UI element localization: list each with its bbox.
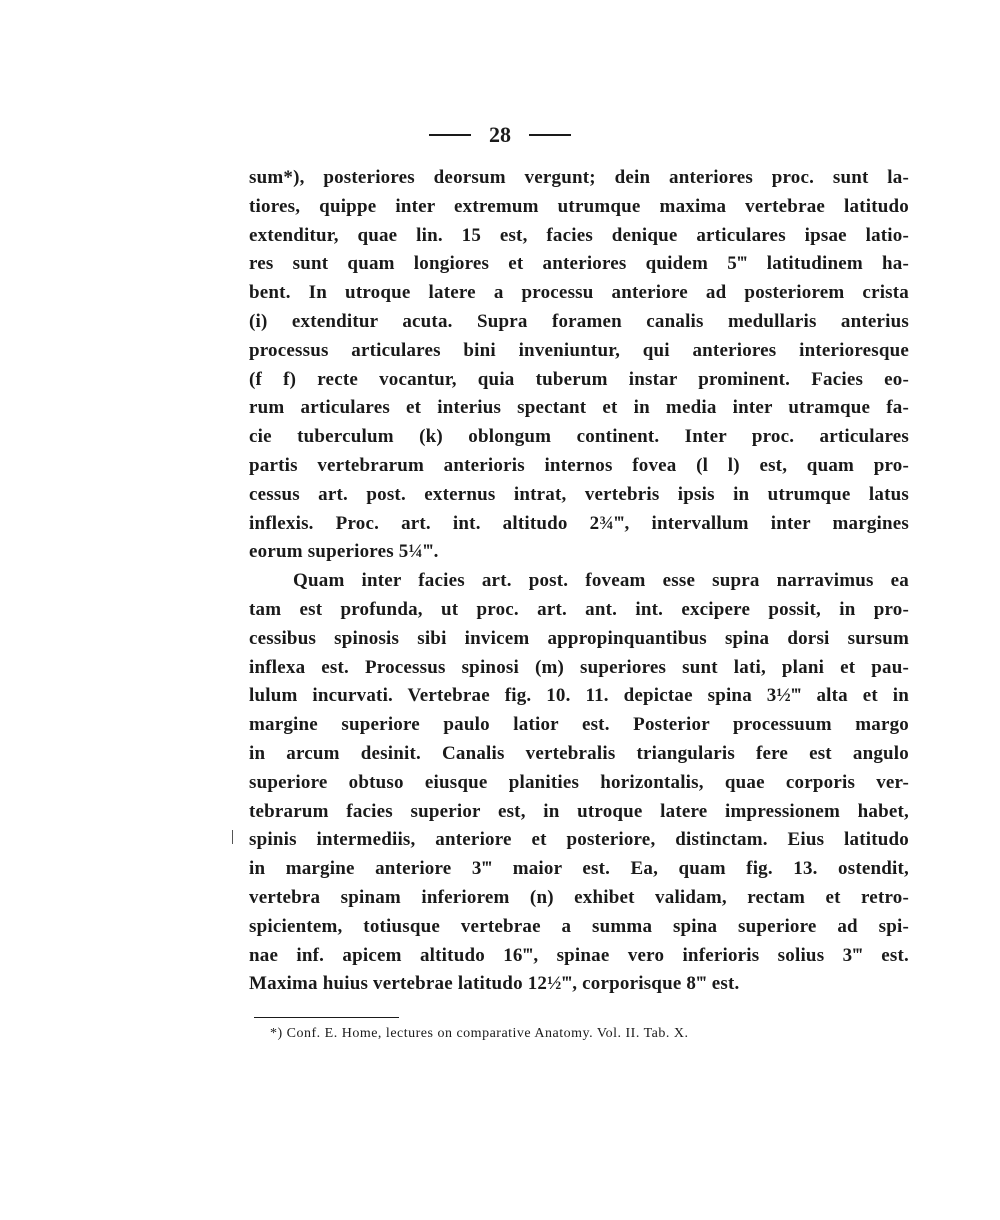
page-number: 28 xyxy=(489,122,511,147)
paragraph-2 xyxy=(249,567,909,999)
text-line: spinis intermediis, anteriore et posteriore, distinctam. Eius latitudo xyxy=(249,829,909,851)
text-line: spicientem, totiusque vertebrae a summa spina superiore ad spi- xyxy=(249,915,909,937)
text-line: Maxima huius vertebrae latitudo 12½‴, corporisque 8‴ est. xyxy=(249,973,740,995)
body-text xyxy=(249,164,909,999)
text-line: eorum superiores 5¼‴. xyxy=(249,541,439,563)
footnote-rule xyxy=(254,1017,399,1018)
text-line: rum articulares et interius spectant et in media inter utramque fa- xyxy=(249,397,909,419)
text-line: tam est profunda, ut proc. art. ant. int. excipere possit, in pro- xyxy=(249,598,909,620)
text-line: bent. In utroque latere a processu anteriore ad posteriorem crista xyxy=(249,282,909,304)
footnote: *) Conf. E. Home, lectures on comparative Anatomy. Vol. II. Tab. X. xyxy=(270,1026,689,1041)
text-line: cie tuberculum (k) oblongum continent. Inter proc. articulares xyxy=(249,426,909,448)
text-line: tebrarum facies superior est, in utroque latere impressionem habet, xyxy=(249,800,909,822)
text-line: cessibus spinosis sibi invicem appropinquantibus spina dorsi sursum xyxy=(249,627,909,649)
text-line: sum*), posteriores deorsum vergunt; dein anteriores proc. sunt la- xyxy=(249,167,909,188)
text-line: in margine anteriore 3‴ maior est. Ea, quam fig. 13. ostendit, xyxy=(249,858,909,880)
text-line: Quam inter facies art. post. foveam esse supra narravimus ea xyxy=(293,570,909,592)
paragraph-1 xyxy=(249,164,909,567)
text-line: res sunt quam longiores et anteriores quidem 5‴ latitudinem ha- xyxy=(249,253,909,275)
header-dash-right xyxy=(529,134,571,136)
header-dash-left xyxy=(429,134,471,136)
text-line: extenditur, quae lin. 15 est, facies denique articulares ipsae latio- xyxy=(249,224,909,246)
text-line: superiore obtuso eiusque planities horizontalis, quae corporis ver- xyxy=(249,771,909,793)
text-line: vertebra spinam inferiorem (n) exhibet validam, rectam et retro- xyxy=(249,886,909,908)
text-line: cessus art. post. externus intrat, vertebris ipsis in utrumque latus xyxy=(249,483,909,505)
text-line: lulum incurvati. Vertebrae fig. 10. 11. depictae spina 3½‴ alta et in xyxy=(249,685,909,707)
text-line: (f f) recte vocantur, quia tuberum instar prominent. Facies eo- xyxy=(249,368,909,390)
text-line: (i) extenditur acuta. Supra foramen canalis medullaris anterius xyxy=(249,310,909,332)
page-header xyxy=(0,122,1000,148)
text-line: nae inf. apicem altitudo 16‴, spinae vero inferioris solius 3‴ est. xyxy=(249,944,909,966)
text-line: partis vertebrarum anterioris internos fovea (l l) est, quam pro- xyxy=(249,454,909,476)
text-line: processus articulares bini inveniuntur, qui anteriores interioresque xyxy=(249,339,909,361)
text-line: inflexis. Proc. art. int. altitudo 2¾‴, intervallum inter margines xyxy=(249,512,909,534)
text-line: in arcum desinit. Canalis vertebralis triangularis fere est angulo xyxy=(249,742,909,764)
text-line: inflexa est. Processus spinosi (m) superiores sunt lati, plani et pau- xyxy=(249,656,909,678)
text-line: tiores, quippe inter extremum utrumque maxima vertebrae latitudo xyxy=(249,195,909,217)
text-line: margine superiore paulo latior est. Posterior processuum margo xyxy=(249,714,909,736)
margin-mark xyxy=(232,830,233,844)
